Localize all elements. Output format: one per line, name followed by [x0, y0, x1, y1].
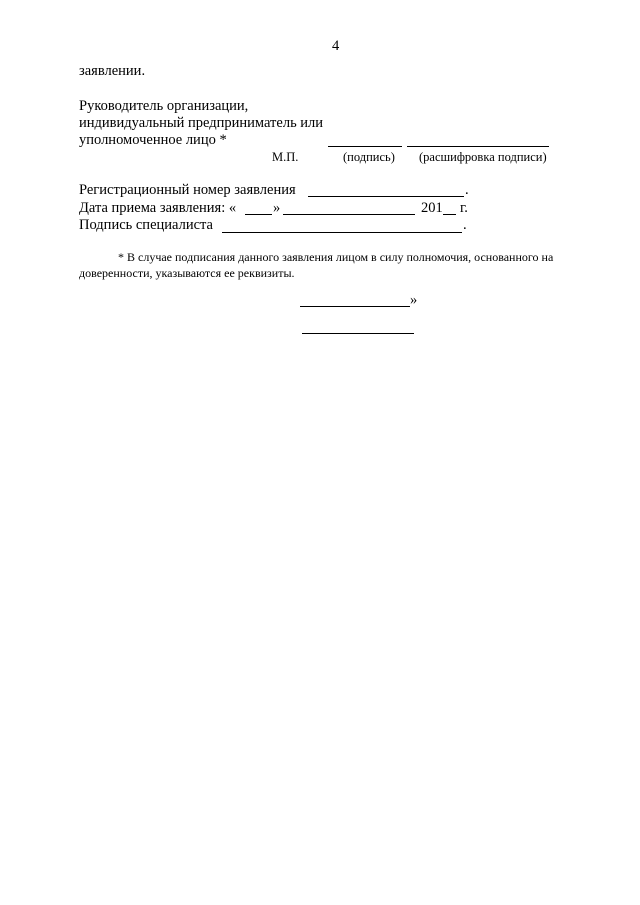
- date-year-prefix: 201: [421, 200, 443, 216]
- date-label: Дата приема заявления: «: [79, 200, 237, 216]
- decryption-line: [407, 146, 549, 147]
- closing-line-2: [302, 333, 414, 334]
- page-number: 4: [332, 38, 340, 54]
- footnote-line-1: * В случае подписания данного заявления лицом в силу полномочия, основанного на: [118, 250, 554, 264]
- registration-number-line: [308, 196, 464, 197]
- closing-quote: »: [410, 292, 418, 308]
- stamp-label: М.П.: [272, 150, 299, 164]
- date-month-line: [283, 214, 415, 215]
- specialist-signature-line: [222, 232, 462, 233]
- date-year-suffix: г.: [460, 200, 468, 216]
- signature-line: [328, 146, 402, 147]
- date-year-line: [443, 214, 456, 215]
- closing-line-1: [300, 306, 410, 307]
- date-close-quote: »: [273, 200, 281, 216]
- text-fragment: заявлении.: [79, 63, 146, 79]
- footnote-line-2: доверенности, указываются ее реквизиты.: [79, 266, 295, 280]
- registration-number-end: .: [465, 182, 469, 198]
- decryption-caption: (расшифровка подписи): [419, 150, 547, 164]
- specialist-end: .: [463, 217, 467, 233]
- registration-number-label: Регистрационный номер заявления: [79, 182, 296, 198]
- specialist-label: Подпись специалиста: [79, 217, 213, 233]
- signature-caption: (подпись): [343, 150, 395, 164]
- date-day-line: [245, 214, 272, 215]
- signatory-line-3: уполномоченное лицо *: [79, 132, 227, 148]
- signatory-line-2: индивидуальный предприниматель или: [79, 115, 324, 131]
- signatory-line-1: Руководитель организации,: [79, 98, 249, 114]
